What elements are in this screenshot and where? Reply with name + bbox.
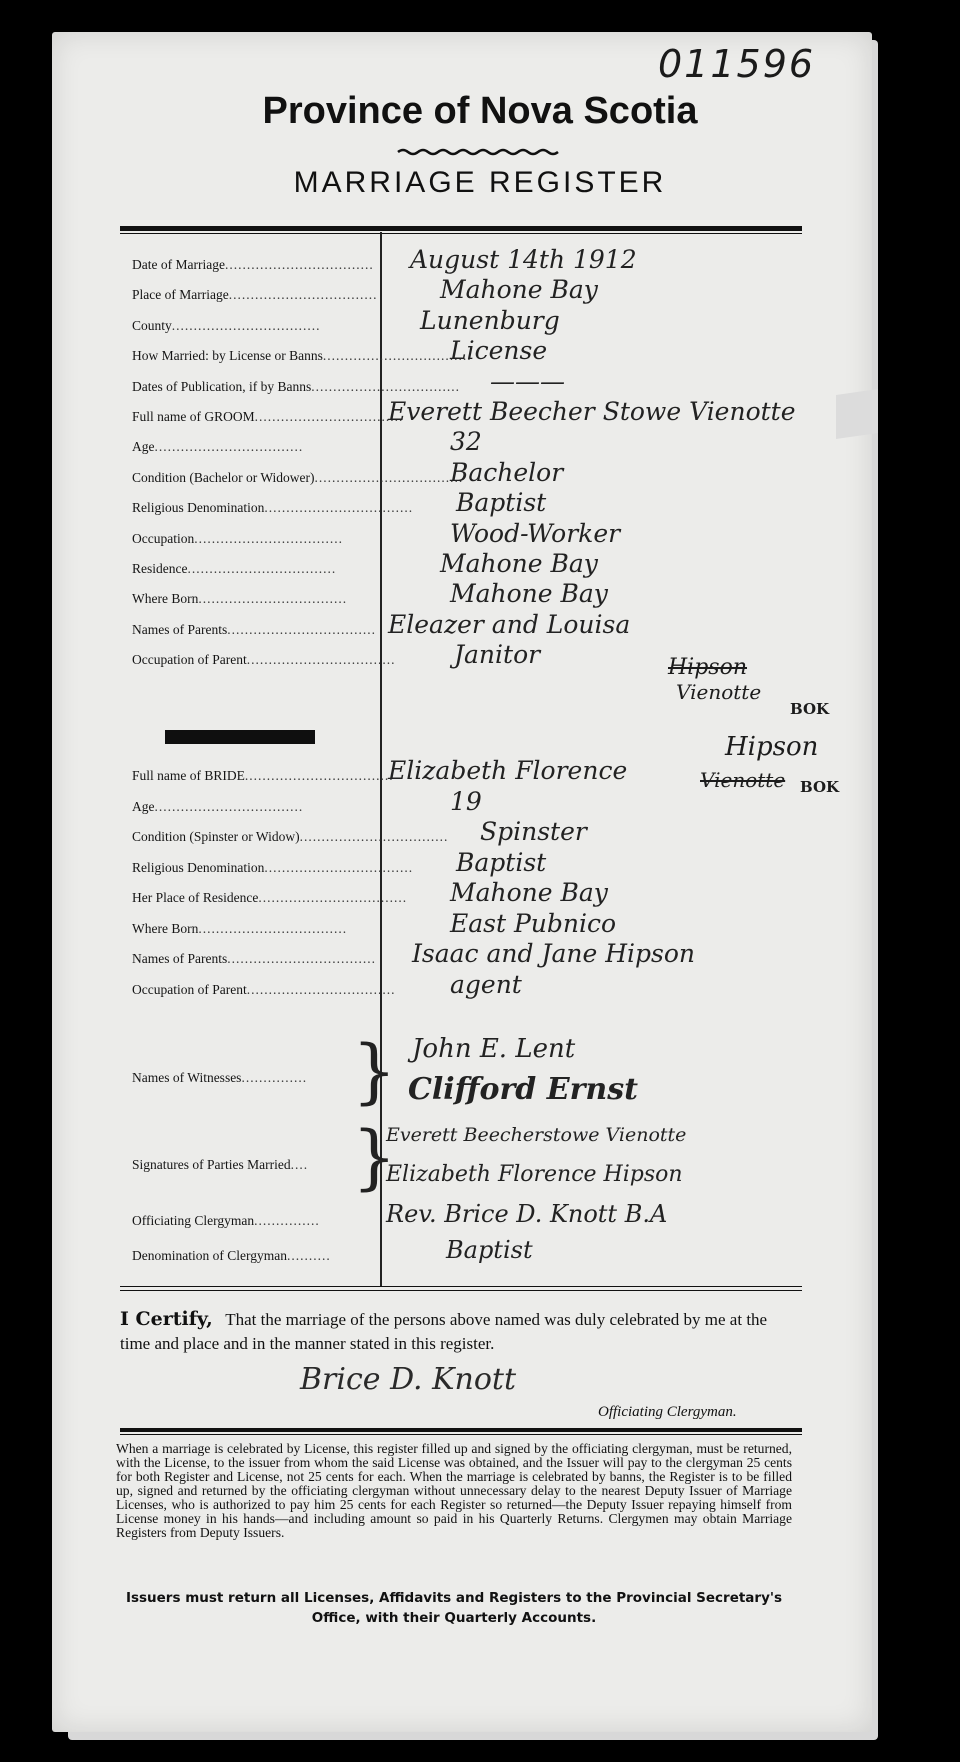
officiating-label: Officiating Clergyman...............	[132, 1213, 320, 1228]
bride-value-4: Mahone Bay	[450, 878, 608, 907]
groom-value-9: Wood-Worker	[450, 518, 621, 548]
bride-struck-surname: Vienotte	[700, 768, 786, 792]
groom-value-13: Janitor	[454, 640, 541, 670]
bride-correction-initials: BOK	[800, 778, 840, 796]
groom-label-5: Full name of GROOM..................................	[132, 409, 404, 424]
officiating-value: Rev. Brice D. Knott B.A	[386, 1200, 668, 1228]
witness-2: Clifford Ernst	[408, 1072, 638, 1107]
bride-label-7: Occupation of Parent..................................	[132, 981, 396, 997]
bride-label-2: Condition (Spinster or Widow)..................................	[132, 829, 449, 844]
groom-label-6: Age..................................	[132, 439, 304, 455]
bride-label-6: Names of Parents..................................	[132, 951, 376, 966]
bride-surname-correction: Hipson	[725, 732, 819, 762]
groom-label-12: Names of Parents..................................	[132, 621, 376, 637]
bride-label-0: Full name of BRIDE..................................	[132, 768, 394, 783]
bride-value-6: Isaac and Jane Hipson	[412, 939, 695, 968]
groom-label-1: Place of Marriage..................................	[132, 287, 378, 303]
groom-label-9: Occupation..................................	[132, 530, 343, 546]
bride-signature: Elizabeth Florence Hipson	[386, 1162, 683, 1187]
groom-label-7: Condition (Bachelor or Widower)..................................	[132, 469, 464, 485]
groom-value-8: Baptist	[456, 488, 547, 518]
paper-tab	[836, 389, 878, 439]
bride-value-5: East Pubnico	[450, 908, 617, 938]
groom-label-13: Occupation of Parent..................................	[132, 652, 396, 668]
clergy-denomination-label: Denomination of Clergyman..........	[132, 1248, 331, 1263]
groom-signature: Everett Beecherstowe Vienotte	[386, 1124, 687, 1146]
groom-parents-surname: Vienotte	[676, 680, 762, 704]
groom-label-11: Where Born..................................	[132, 591, 348, 607]
witnesses-label: Names of Witnesses...............	[132, 1070, 308, 1085]
bride-section-bar	[165, 730, 315, 744]
bride-label-4: Her Place of Residence..................................	[132, 890, 408, 905]
witnesses-brace: }	[352, 1030, 397, 1112]
groom-value-12: Eleazer and Louisa	[388, 609, 631, 639]
form-title: Province of Nova Scotia	[262, 90, 698, 132]
groom-correction-initials: BOK	[790, 700, 830, 718]
groom-value-5: Everett Beecher Stowe Vienotte	[388, 397, 796, 426]
signature-caption: Officiating Clergyman.	[598, 1404, 737, 1420]
groom-value-7: Bachelor	[450, 457, 564, 487]
mid-rule	[120, 1286, 802, 1287]
bride-value-2: Spinster	[480, 817, 587, 846]
decorative-rule	[398, 148, 558, 156]
groom-label-8: Religious Denomination..................................	[132, 500, 414, 516]
clergy-signature: Brice D. Knott	[300, 1362, 517, 1397]
bride-value-1: 19	[450, 786, 482, 816]
parties-brace: }	[352, 1116, 397, 1198]
bride-label-1: Age..................................	[132, 798, 304, 814]
groom-value-1: Mahone Bay	[440, 275, 598, 305]
bottom-rule	[120, 1428, 802, 1432]
bride-value-7: agent	[450, 969, 522, 999]
mid-rule-2	[120, 1290, 802, 1291]
register-number: 011596	[658, 42, 816, 86]
parties-label: Signatures of Parties Married....	[132, 1157, 309, 1172]
groom-value-2: Lunenburg	[420, 305, 560, 335]
bride-label-3: Religious Denomination..................................	[132, 859, 414, 875]
top-rule-thin	[120, 233, 802, 234]
issuers-notice: Issuers must return all Licenses, Affidavits and Registers to the Provincial Secretary's Office, with their Quarterly Accounts.	[125, 1590, 783, 1626]
groom-struck-surname: Hipson	[668, 655, 748, 680]
groom-value-11: Mahone Bay	[450, 579, 608, 609]
groom-value-10: Mahone Bay	[440, 549, 598, 578]
groom-value-3: License	[450, 336, 548, 366]
groom-label-0: Date of Marriage..................................	[132, 257, 374, 272]
groom-value-4: ———	[490, 366, 565, 396]
groom-value-6: 32	[450, 427, 482, 457]
certify-body: That the marriage of the persons above named was duly celebrated by me at the time and place and in the manner stated in this register.	[120, 1310, 768, 1353]
bottom-rule-thin	[120, 1434, 802, 1435]
clergy-denomination-value: Baptist	[446, 1236, 533, 1264]
witness-1: John E. Lent	[412, 1034, 576, 1064]
form-subtitle: MARRIAGE REGISTER	[293, 166, 667, 199]
groom-label-2: County..................................	[132, 317, 321, 333]
groom-label-10: Residence..................................	[132, 561, 337, 576]
bride-value-3: Baptist	[456, 847, 547, 877]
groom-label-3: How Married: by License or Banns..................................	[132, 348, 472, 364]
certification-text	[120, 1307, 800, 1356]
groom-label-4: Dates of Publication, if by Banns..................................	[132, 378, 460, 394]
instructions-notice: When a marriage is celebrated by License, this register filled up and signed by the officiating clergyman, must be returned, with the License, to the issuer from whom the said License was obtained, and the Issuer will pay to the clergyman 25 cents for both Register and License, not 25 cents for each. When the marriage is celebrated by banns, the Register is to be filled up, signed and returned by the officiating clergyman without unnecessary delay to the nearest Deputy Issuer of Marriage Licenses, who is authorized to pay him 25 cents for each Register so returned—the Deputy Issuer repaying himself from License money in his hands—and including amount so paid in his Quarterly Returns. Clergymen may obtain Marriage Registers from Deputy Issuers.	[116, 1441, 792, 1540]
top-rule	[120, 226, 802, 231]
groom-value-0: August 14th 1912	[410, 245, 637, 274]
certify-lead: I Certify,	[120, 1308, 213, 1330]
bride-value-0: Elizabeth Florence	[388, 756, 628, 785]
bride-label-5: Where Born..................................	[132, 920, 348, 936]
